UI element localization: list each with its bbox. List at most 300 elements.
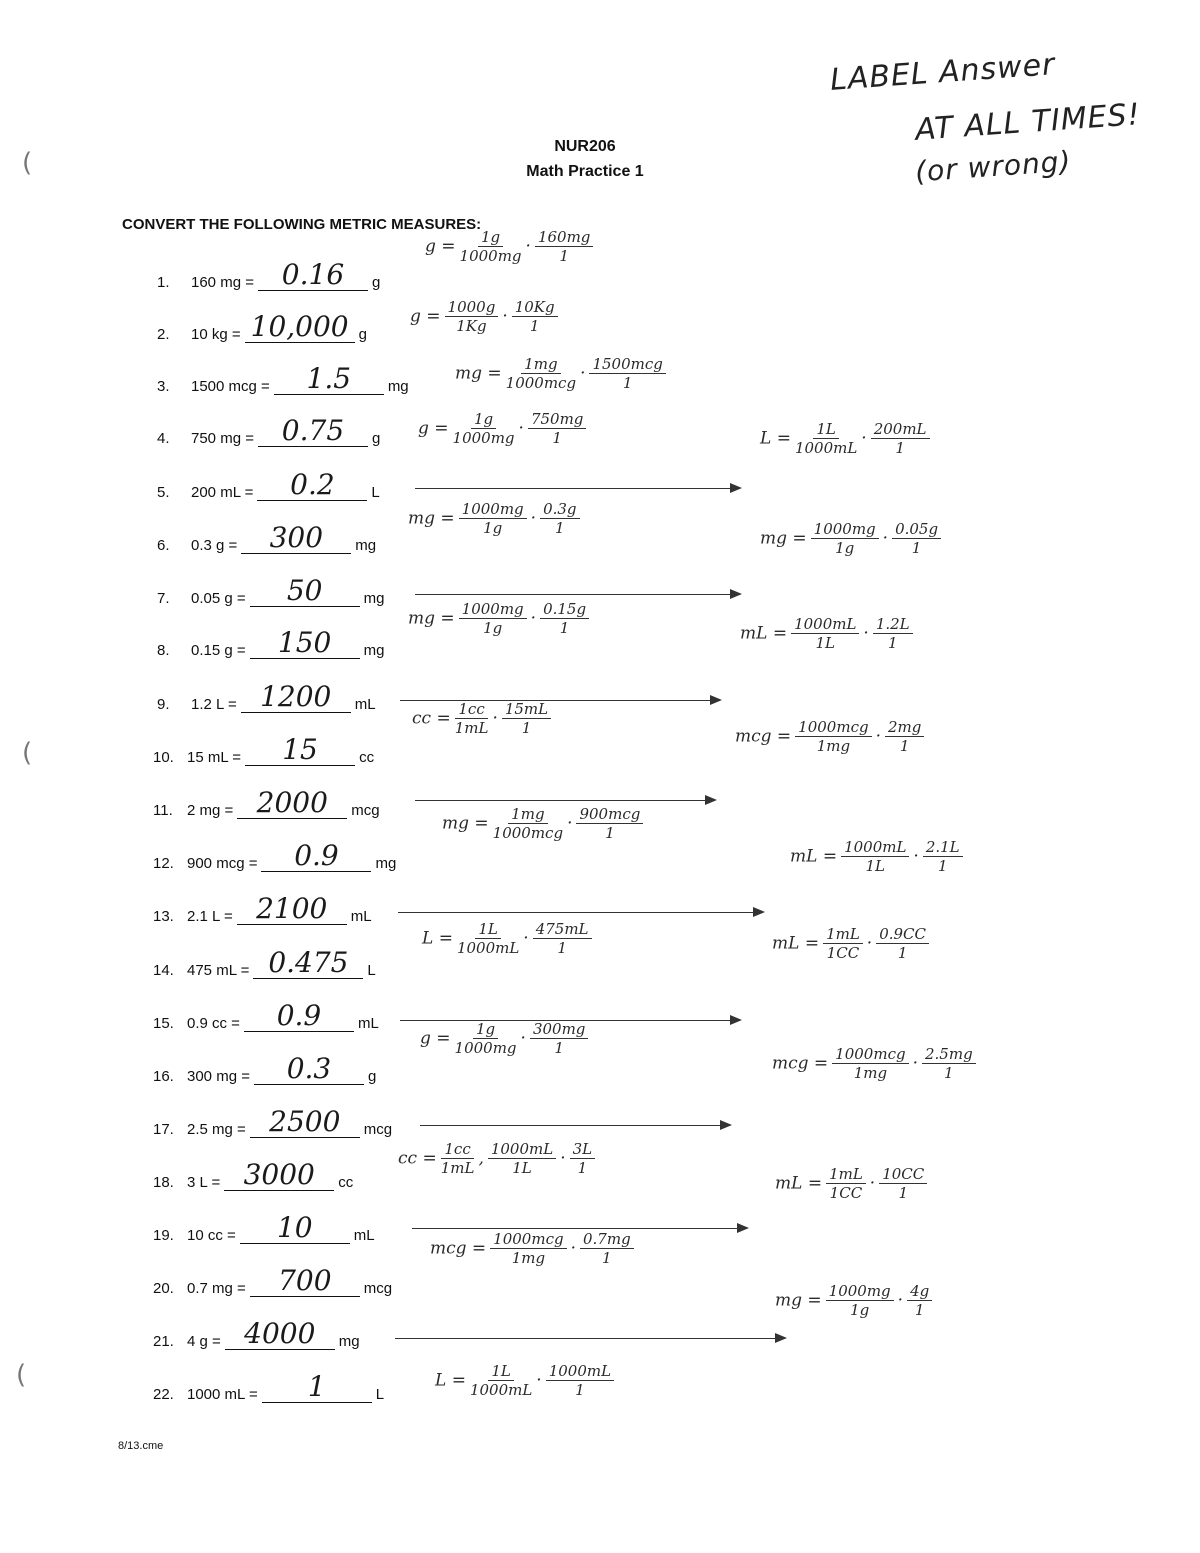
fraction-numerator: 1mL [823, 925, 863, 944]
answer-blank [245, 733, 355, 766]
work-lhs: mL = [740, 623, 788, 644]
work-lhs: mg = [408, 508, 455, 529]
fraction-denominator: 1 [554, 1039, 564, 1057]
work-lhs: mg = [442, 813, 489, 834]
handwritten-work [772, 1045, 980, 1082]
conversion-fraction [453, 410, 515, 447]
fraction-numerator: 0.3g [540, 500, 579, 519]
conversion-fraction [871, 420, 930, 457]
answer-blank [244, 999, 354, 1032]
fraction-numerator: 1000mg [826, 1282, 894, 1301]
fraction-numerator: 750mg [528, 410, 586, 429]
question-number: 19. [153, 1227, 174, 1244]
arrow-icon [400, 700, 720, 701]
question-row [153, 733, 375, 766]
answer-blank [253, 946, 363, 979]
question-prompt: 0.3 g = [191, 537, 238, 554]
fraction-numerator: 1g [473, 1020, 498, 1039]
fraction-numerator: 1000mg [459, 600, 527, 619]
answer-blank [225, 1317, 335, 1350]
conversion-fraction [841, 838, 909, 875]
handwritten-answer: 150 [277, 626, 332, 659]
fraction-numerator: 0.05g [892, 520, 941, 539]
work-lhs: mg = [775, 1290, 822, 1311]
multiply-dot: , [478, 1148, 484, 1169]
fraction-numerator: 1L [475, 920, 501, 939]
worksheet-subtitle: Math Practice 1 [526, 163, 644, 180]
conversion-fraction [540, 600, 589, 637]
fraction-numerator: 1g [478, 228, 503, 247]
conversion-fraction [811, 520, 879, 557]
question-row [157, 414, 381, 447]
fraction-numerator: 1g [471, 410, 496, 429]
fraction-denominator: 1000mcg [492, 824, 564, 842]
fraction-denominator: 1 [559, 247, 569, 265]
fraction-denominator: 1mL [440, 1159, 475, 1177]
handwritten-answer: 2000 [256, 786, 328, 819]
handwritten-answer: 300 [269, 521, 324, 554]
question-row [157, 468, 380, 501]
conversion-fraction [530, 1020, 588, 1057]
question-prompt: 1000 mL = [187, 1386, 258, 1403]
fraction-numerator: 1mg [521, 355, 560, 374]
fraction-numerator: 2.1L [923, 838, 963, 857]
work-lhs: mg = [760, 528, 807, 549]
handwritten-work [408, 600, 593, 637]
fraction-denominator: 1CC [826, 944, 860, 962]
fraction-denominator: 1Kg [456, 317, 487, 335]
work-lhs: L = [760, 428, 791, 449]
arrow-icon [415, 488, 740, 489]
fraction-denominator: 1000mL [794, 439, 858, 457]
answer-unit: mg [387, 378, 409, 395]
work-lhs: mcg = [735, 726, 792, 747]
fraction-numerator: 1000mL [488, 1140, 556, 1159]
question-row [157, 258, 381, 291]
answer-unit: g [371, 274, 381, 291]
conversion-fraction [540, 500, 579, 537]
handwritten-answer: 50 [286, 574, 323, 607]
question-prompt: 1500 mcg = [191, 378, 270, 395]
handwritten-answer: 10 [276, 1211, 313, 1244]
question-number: 13. [153, 908, 174, 925]
conversion-fraction [876, 925, 929, 962]
answer-unit: mcg [363, 1280, 393, 1297]
answer-blank [250, 626, 360, 659]
handwritten-answer: 1.5 [306, 362, 352, 395]
handwritten-answer: 700 [278, 1264, 332, 1297]
conversion-fraction [533, 920, 592, 957]
course-title: NUR206 [554, 138, 616, 155]
answer-unit: g [367, 1068, 377, 1085]
conversion-fraction [907, 1282, 932, 1319]
question-prompt: 15 mL = [187, 749, 242, 766]
conversion-fraction [589, 355, 665, 392]
answer-blank [261, 839, 371, 872]
answer-unit: mg [363, 642, 385, 659]
question-number: 15. [153, 1015, 174, 1032]
handwritten-answer: 0.16 [281, 258, 345, 291]
handwritten-work [772, 925, 933, 962]
answer-blank [274, 362, 384, 395]
conversion-fraction [826, 1165, 866, 1202]
conversion-fraction [455, 700, 489, 737]
answer-unit: L [367, 962, 376, 979]
conversion-fraction [576, 805, 643, 842]
fraction-numerator: 4g [907, 1282, 932, 1301]
conversion-fraction [823, 925, 863, 962]
question-number: 7. [157, 590, 170, 607]
handwritten-work [418, 410, 590, 447]
answer-unit: mg [355, 537, 377, 554]
question-prompt: 2 mg = [187, 802, 234, 819]
conversion-fraction [470, 1362, 532, 1399]
conversion-fraction [535, 228, 593, 265]
fraction-denominator: 1 [937, 857, 948, 875]
question-prompt: 300 mg = [187, 1068, 250, 1085]
question-number: 16. [153, 1068, 174, 1085]
fraction-numerator: 2.5mg [922, 1045, 976, 1064]
multiply-dot: · [861, 428, 867, 449]
question-row [153, 1105, 393, 1138]
question-number: 2. [157, 326, 170, 343]
question-number: 12. [153, 855, 174, 872]
conversion-fraction [445, 298, 499, 335]
handwritten-work [422, 920, 596, 957]
fraction-denominator: 1000mL [469, 1381, 533, 1399]
multiply-dot: · [502, 306, 508, 327]
multiply-dot: · [866, 933, 873, 954]
work-lhs: g = [420, 1028, 451, 1049]
arrow-icon [395, 1338, 785, 1339]
question-number: 6. [157, 537, 170, 554]
work-lhs: cc = [412, 708, 451, 729]
conversion-fraction [580, 1230, 634, 1267]
work-lhs: mL = [790, 846, 838, 867]
question-row [153, 786, 380, 819]
fraction-denominator: 1 [521, 719, 532, 737]
question-prompt: 0.9 cc = [187, 1015, 240, 1032]
conversion-fraction [879, 1165, 927, 1202]
handwritten-answer: 2100 [256, 892, 328, 925]
handwritten-work [425, 228, 597, 265]
fraction-denominator: 1 [552, 429, 562, 447]
work-lhs: mg = [408, 608, 455, 629]
question-row [153, 1317, 360, 1350]
work-lhs: L = [422, 928, 453, 949]
handwritten-work [410, 298, 562, 335]
handwritten-work [790, 838, 967, 875]
fraction-denominator: 1L [512, 1159, 532, 1177]
handwritten-answer: 15 [282, 733, 318, 766]
answer-unit: mg [363, 590, 385, 607]
fraction-numerator: 200mL [871, 420, 930, 439]
fraction-denominator: 1 [622, 374, 633, 392]
conversion-fraction [490, 1230, 566, 1267]
answer-unit: mL [354, 696, 376, 713]
fraction-numerator: 1000mL [841, 838, 909, 857]
fraction-numerator: 160mg [535, 228, 593, 247]
fraction-denominator: 1 [605, 824, 615, 842]
conversion-fraction [459, 600, 527, 637]
multiply-dot: · [869, 1173, 876, 1194]
fraction-numerator: 3L [570, 1140, 596, 1159]
fraction-numerator: 1000mcg [795, 718, 871, 737]
conversion-fraction [923, 838, 963, 875]
handwritten-answer: 0.9 [276, 999, 322, 1032]
punch-hole-mark: ( [22, 738, 33, 768]
arrow-icon [400, 1020, 740, 1021]
arrow-icon [415, 594, 740, 595]
handwritten-work [408, 500, 584, 537]
handwritten-work [435, 1362, 618, 1399]
handwritten-work [430, 1230, 638, 1267]
question-prompt: 160 mg = [191, 274, 254, 291]
question-prompt: 2.1 L = [187, 908, 233, 925]
fraction-denominator: 1g [483, 619, 503, 637]
fraction-denominator: 1CC [829, 1184, 863, 1202]
multiply-dot: · [882, 528, 889, 549]
fraction-denominator: 1000mL [456, 939, 520, 957]
multiply-dot: · [536, 1370, 542, 1391]
multiply-dot: · [567, 813, 573, 834]
fraction-numerator: 0.9CC [876, 925, 929, 944]
question-number: 20. [153, 1280, 174, 1297]
footer-code: 8/13.cme [118, 1440, 164, 1452]
handwritten-answer: 1200 [260, 680, 332, 713]
handwritten-note-line: (or wrong) [914, 144, 1073, 189]
question-row [157, 626, 385, 659]
question-prompt: 0.05 g = [191, 590, 246, 607]
multiply-dot: · [520, 1028, 526, 1049]
work-lhs: L = [435, 1370, 466, 1391]
conversion-fraction [826, 1282, 894, 1319]
fraction-denominator: 1mg [816, 737, 851, 755]
question-row [157, 521, 377, 554]
answer-blank [241, 680, 351, 713]
conversion-fraction [455, 1020, 517, 1057]
multiply-dot: · [863, 623, 869, 644]
fraction-denominator: 1 [898, 1184, 908, 1202]
answer-unit: mcg [351, 802, 380, 819]
fraction-numerator: 1000mcg [832, 1045, 908, 1064]
arrow-icon [415, 800, 715, 801]
conversion-fraction [885, 718, 924, 755]
question-prompt: 10 cc = [187, 1227, 236, 1244]
answer-unit: mL [350, 908, 372, 925]
conversion-fraction [873, 615, 913, 652]
multiply-dot: · [570, 1238, 576, 1259]
fraction-denominator: 1 [577, 1159, 588, 1177]
answer-blank [258, 258, 368, 291]
multiply-dot: · [912, 1053, 918, 1074]
conversion-fraction [546, 1362, 614, 1399]
multiply-dot: · [560, 1148, 566, 1169]
multiply-dot: · [913, 846, 919, 867]
question-row [153, 839, 397, 872]
handwritten-answer: 1 [307, 1370, 326, 1403]
question-row [157, 310, 367, 343]
work-lhs: g = [418, 418, 449, 439]
answer-blank [262, 1370, 372, 1403]
answer-blank [224, 1158, 334, 1191]
multiply-dot: · [530, 508, 537, 529]
fraction-numerator: 1cc [441, 1140, 473, 1159]
handwritten-answer: 3000 [243, 1158, 315, 1191]
question-row [153, 999, 379, 1032]
multiply-dot: · [580, 363, 586, 384]
answer-unit: mcg [363, 1121, 393, 1138]
handwritten-answer: 2500 [269, 1105, 341, 1138]
handwritten-work [760, 520, 945, 557]
question-prompt: 750 mg = [191, 430, 254, 447]
question-prompt: 475 mL = [187, 962, 250, 979]
handwritten-work [398, 1140, 599, 1177]
fraction-denominator: 1 [557, 939, 567, 957]
handwritten-answer: 10,000 [250, 310, 349, 343]
answer-blank [250, 1105, 360, 1138]
fraction-denominator: 1g [850, 1301, 870, 1319]
answer-unit: g [358, 326, 367, 343]
fraction-denominator: 1 [897, 944, 908, 962]
handwritten-work [740, 615, 917, 652]
question-row [153, 1158, 354, 1191]
fraction-denominator: 1000mg [452, 429, 515, 447]
fraction-denominator: 1 [899, 737, 910, 755]
arrow-icon [420, 1125, 730, 1126]
fraction-denominator: 1 [555, 519, 565, 537]
question-prompt: 4 g = [187, 1333, 221, 1350]
conversion-fraction [506, 355, 576, 392]
fraction-denominator: 1g [835, 539, 855, 557]
fraction-denominator: 1mg [853, 1064, 888, 1082]
answer-unit: cc [338, 1174, 354, 1191]
handwritten-answer: 0.3 [286, 1052, 332, 1085]
handwritten-answer: 0.9 [294, 839, 339, 872]
answer-blank [237, 892, 347, 925]
question-number: 21. [153, 1333, 174, 1350]
multiply-dot: · [530, 608, 537, 629]
conversion-fraction [795, 420, 857, 457]
conversion-fraction [441, 1140, 475, 1177]
fraction-numerator: 1cc [455, 700, 487, 719]
answer-unit: cc [359, 749, 375, 766]
question-row [153, 1052, 377, 1085]
question-prompt: 1.2 L = [191, 696, 237, 713]
fraction-denominator: 1 [887, 634, 898, 652]
conversion-fraction [457, 920, 519, 957]
handwritten-work [420, 1020, 592, 1057]
arrow-icon [412, 1228, 747, 1229]
fraction-numerator: 2mg [885, 718, 924, 737]
conversion-fraction [488, 1140, 556, 1177]
multiply-dot: · [525, 236, 531, 257]
fraction-numerator: 1000mcg [490, 1230, 566, 1249]
work-lhs: g = [410, 306, 441, 327]
fraction-numerator: 15mL [502, 700, 551, 719]
fraction-numerator: 1mL [826, 1165, 866, 1184]
conversion-fraction [512, 298, 558, 335]
fraction-denominator: 1000mcg [505, 374, 577, 392]
multiply-dot: · [897, 1290, 904, 1311]
multiply-dot: · [875, 726, 881, 747]
answer-blank [250, 574, 360, 607]
fraction-numerator: 1000mg [811, 520, 879, 539]
fraction-numerator: 0.15g [540, 600, 589, 619]
handwritten-answer: 0.475 [268, 946, 349, 979]
conversion-fraction [795, 718, 871, 755]
fraction-denominator: 1 [911, 539, 922, 557]
fraction-denominator: 1 [529, 317, 540, 335]
question-number: 18. [153, 1174, 174, 1191]
fraction-numerator: 300mg [530, 1020, 588, 1039]
section-title: CONVERT THE FOLLOWING METRIC MEASURES: [122, 216, 482, 233]
fraction-numerator: 1000mg [459, 500, 527, 519]
handwritten-work [735, 718, 928, 755]
handwritten-work [760, 420, 934, 457]
answer-blank [237, 786, 347, 819]
fraction-denominator: 1 [602, 1249, 612, 1267]
conversion-fraction [832, 1045, 908, 1082]
answer-blank [258, 414, 368, 447]
punch-hole-mark: ( [16, 1360, 27, 1390]
fraction-numerator: 1000mL [791, 615, 859, 634]
handwritten-note-line: LABEL Answer [829, 47, 1057, 98]
answer-unit: mL [353, 1227, 375, 1244]
multiply-dot: · [492, 708, 498, 729]
handwritten-work [442, 805, 647, 842]
handwritten-note-line: AT ALL TIMES! [914, 97, 1142, 148]
multiply-dot: · [518, 418, 524, 439]
fraction-numerator: 1000mL [546, 1362, 614, 1381]
multiply-dot: · [523, 928, 529, 949]
fraction-numerator: 0.7mg [580, 1230, 634, 1249]
question-number: 22. [153, 1386, 174, 1403]
work-lhs: mL = [772, 933, 820, 954]
conversion-fraction [459, 500, 527, 537]
answer-blank [257, 468, 367, 501]
work-lhs: g = [425, 236, 456, 257]
fraction-numerator: 1L [488, 1362, 514, 1381]
question-number: 5. [157, 484, 170, 501]
handwritten-work [775, 1165, 931, 1202]
fraction-numerator: 10CC [879, 1165, 927, 1184]
fraction-numerator: 900mcg [576, 805, 643, 824]
answer-unit: mg [375, 855, 397, 872]
handwritten-answer: 0.75 [281, 414, 345, 447]
arrow-icon [398, 912, 763, 913]
question-number: 8. [157, 642, 170, 659]
question-row [153, 1370, 385, 1403]
question-row [157, 574, 385, 607]
fraction-numerator: 1L [813, 420, 839, 439]
conversion-fraction [493, 805, 563, 842]
question-row [157, 362, 409, 395]
question-prompt: 2.5 mg = [187, 1121, 246, 1138]
fraction-numerator: 1.2L [873, 615, 913, 634]
fraction-denominator: 1L [865, 857, 885, 875]
conversion-fraction [791, 615, 859, 652]
question-row [157, 680, 376, 713]
handwritten-answer: 0.2 [290, 468, 335, 501]
question-prompt: 200 mL = [191, 484, 254, 501]
question-number: 11. [153, 802, 173, 819]
fraction-denominator: 1000mg [454, 1039, 517, 1057]
fraction-denominator: 1 [559, 619, 570, 637]
answer-unit: g [371, 430, 381, 447]
work-lhs: mcg = [772, 1053, 829, 1074]
fraction-denominator: 1 [895, 439, 905, 457]
